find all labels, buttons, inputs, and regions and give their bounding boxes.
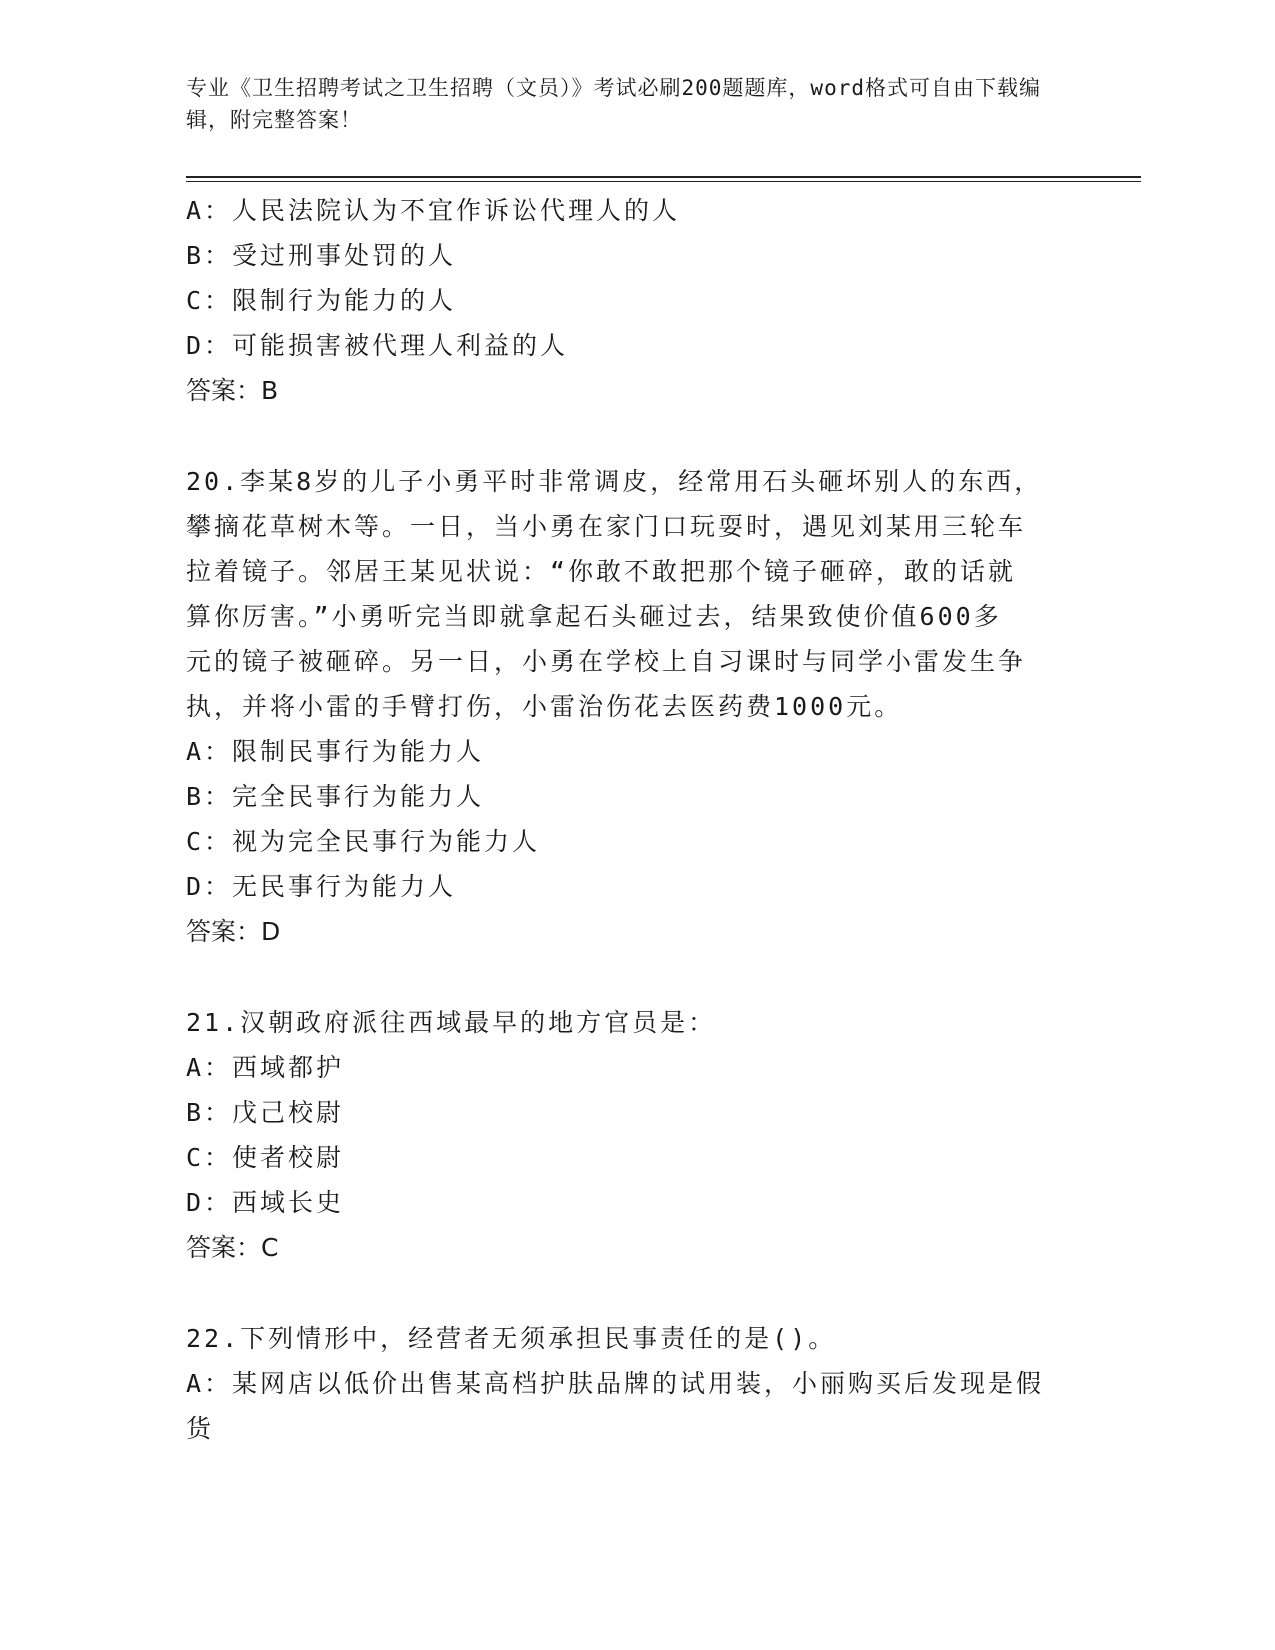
answer: 答案：C	[186, 1233, 279, 1262]
spacer	[186, 413, 1066, 459]
option-c: C：限制行为能力的人	[186, 286, 457, 315]
question-stem-line: 执，并将小雷的手臂打伤，小雷治伤花去医药费1000元。	[186, 692, 903, 721]
option-a: A：西域都护	[186, 1053, 345, 1082]
header-rule-thick	[186, 176, 1141, 178]
document-header: 专业《卫生招聘考试之卫生招聘（文员）》考试必刷200题题库，word格式可自由下载编辑，附完整答案！	[186, 76, 1041, 132]
spacer	[186, 954, 1066, 1000]
question-stem: 22.下列情形中，经营者无须承担民事责任的是()。	[186, 1324, 837, 1353]
question-stem-line: 20.李某8岁的儿子小勇平时非常调皮，经常用石头砸坏别人的东西，	[186, 467, 1043, 496]
question-stem-line: 拉着镜子。邻居王某见状说：“你敢不敢把那个镜子砸碎，敢的话就	[186, 557, 1017, 586]
option-b: B：受过刑事处罚的人	[186, 241, 457, 270]
option-a: A：某网店以低价出售某高档护肤品牌的试用装，小丽购买后发现是假	[186, 1369, 1045, 1398]
option-c: C：使者校尉	[186, 1143, 345, 1172]
question-20	[186, 459, 1066, 954]
question-22	[186, 1316, 1066, 1451]
option-a: A：限制民事行为能力人	[186, 737, 485, 766]
option-b: B：戊己校尉	[186, 1098, 345, 1127]
option-a-continued: 货	[186, 1414, 215, 1443]
question-21	[186, 1000, 1066, 1270]
spacer	[186, 1270, 1066, 1316]
document-body	[186, 188, 1066, 1451]
answer: 答案：D	[186, 917, 281, 946]
option-d: D：无民事行为能力人	[186, 872, 457, 901]
question-stem: 21.汉朝政府派往西域最早的地方官员是：	[186, 1008, 717, 1037]
option-d: D：西域长史	[186, 1188, 345, 1217]
option-d: D：可能损害被代理人利益的人	[186, 331, 569, 360]
option-a: A：人民法院认为不宜作诉讼代理人的人	[186, 196, 681, 225]
question-19	[186, 188, 1066, 413]
header-rule-thin	[186, 181, 1141, 182]
option-c: C：视为完全民事行为能力人	[186, 827, 541, 856]
question-stem-line: 攀摘花草树木等。一日，当小勇在家门口玩耍时，遇见刘某用三轮车	[186, 512, 1027, 541]
question-stem-line: 元的镜子被砸碎。另一日，小勇在学校上自习课时与同学小雷发生争	[186, 647, 1027, 676]
question-stem-line: 算你厉害。”小勇听完当即就拿起石头砸过去，结果致使价值600多	[186, 602, 1002, 631]
answer: 答案：B	[186, 376, 279, 405]
option-b: B：完全民事行为能力人	[186, 782, 485, 811]
